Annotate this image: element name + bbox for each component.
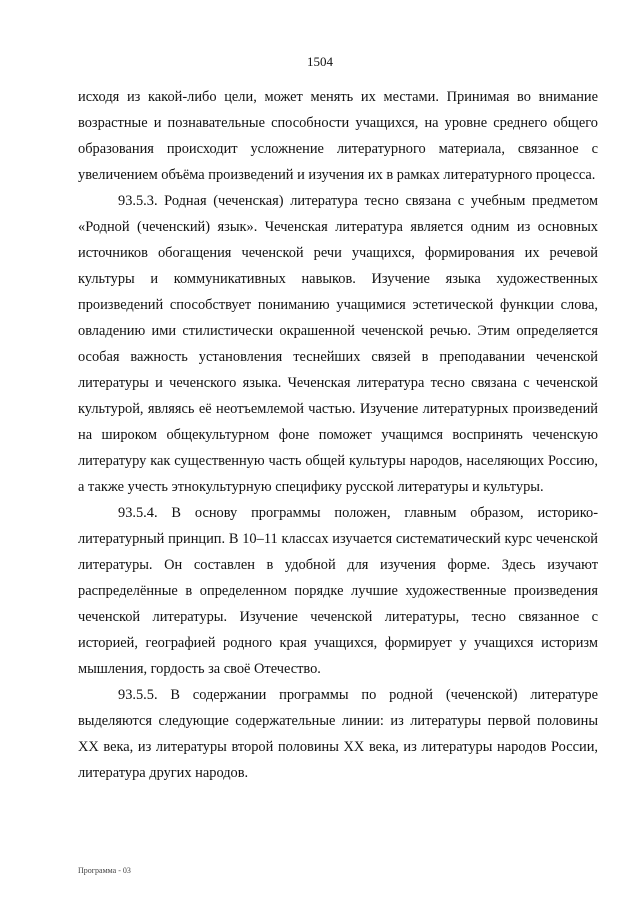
paragraph-93-5-4: 93.5.4. В основу программы положен, главным образом, историко-литературный принцип. В 10–11 классах изучается систематический курс чеченской литературы. Он составлен в удобной для изучения форме. Здесь изучают распределённые в определенном порядке лучшие художественные произведения чеченской литературы. Изучение чеченской литературы, тесно связанное с историей, географией родного края учащихся, формирует у учащихся историзм мышления, гордость за своё Отечество.	[78, 505, 598, 677]
paragraph-93-5-5: 93.5.5. В содержании программы по родной (чеченской) литературе выделяются следующие содержательные линии: из литературы первой половины XX века, из литературы второй половины XX века, из литературы народов России, литература других народов.	[78, 687, 598, 781]
paragraph-93-5-3: 93.5.3. Родная (чеченская) литература тесно связана с учебным предметом «Родной (чеченский) язык». Чеченская литература является одним из основных источников обогащения чеченской речи учащихся, формирования их речевой культуры и коммуникативных навыков. Изучение языка художественных произведений способствует пониманию учащимися эстетической функции слова, овладению ими стилистически окрашенной чеченской речью. Этим определяется особая важность установления теснейших связей в преподавании чеченской литературы и чеченского языка. Чеченская литература тесно связана с чеченской культурой, являясь её неотъемлемой частью. Изучение литературных произведений на широком общекультурном фоне поможет учащимся воспринять чеченскую литературу как существенную часть общей культуры народов, населяющих Россию, а также учесть этнокультурную специфику русской литературы и культуры.	[78, 193, 598, 495]
document-body	[78, 84, 598, 786]
page-number: 1504	[307, 54, 333, 69]
page-footer: Программа - 03	[78, 866, 131, 875]
paragraph-continuation: исходя из какой-либо цели, может менять их местами. Принимая во внимание возрастные и познавательные способности учащихся, на уровне среднего общего образования происходит усложнение литературного материала, связанное с увеличением объёма произведений и изучения их в рамках литературного процесса.	[78, 89, 598, 183]
